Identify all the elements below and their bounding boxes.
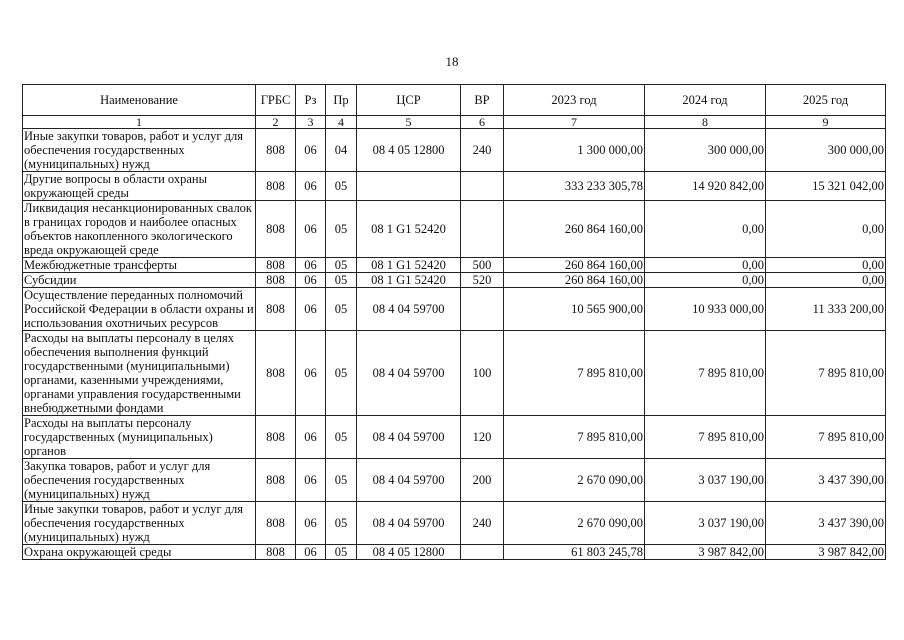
row-pr: 05 bbox=[326, 288, 357, 331]
row-name: Иные закупки товаров, работ и услуг для обеспечения государственных (муниципальных) нужд bbox=[23, 129, 256, 172]
row-csr: 08 4 05 12800 bbox=[357, 545, 461, 560]
row-name: Охрана окружающей среды bbox=[23, 545, 256, 560]
row-vr: 200 bbox=[461, 459, 504, 502]
row-pr: 05 bbox=[326, 258, 357, 273]
row-amount-2023: 7 895 810,00 bbox=[504, 331, 645, 416]
row-csr: 08 4 05 12800 bbox=[357, 129, 461, 172]
row-rz: 06 bbox=[296, 172, 326, 201]
row-amount-2023: 1 300 000,00 bbox=[504, 129, 645, 172]
row-amount-2024: 10 933 000,00 bbox=[645, 288, 766, 331]
row-rz: 06 bbox=[296, 288, 326, 331]
table-row bbox=[23, 129, 886, 172]
row-amount-2023: 7 895 810,00 bbox=[504, 416, 645, 459]
column-number: 5 bbox=[357, 116, 461, 129]
row-csr: 08 4 04 59700 bbox=[357, 416, 461, 459]
row-csr: 08 4 04 59700 bbox=[357, 459, 461, 502]
row-grbs: 808 bbox=[256, 459, 296, 502]
row-csr: 08 4 04 59700 bbox=[357, 331, 461, 416]
row-vr: 100 bbox=[461, 331, 504, 416]
row-amount-2025: 3 437 390,00 bbox=[766, 502, 886, 545]
row-rz: 06 bbox=[296, 273, 326, 288]
row-csr: 08 1 G1 52420 bbox=[357, 258, 461, 273]
table-body bbox=[23, 129, 886, 560]
row-amount-2025: 7 895 810,00 bbox=[766, 416, 886, 459]
table-row bbox=[23, 258, 886, 273]
row-vr bbox=[461, 545, 504, 560]
row-amount-2023: 260 864 160,00 bbox=[504, 273, 645, 288]
row-amount-2023: 10 565 900,00 bbox=[504, 288, 645, 331]
budget-table bbox=[22, 84, 886, 560]
row-pr: 05 bbox=[326, 331, 357, 416]
row-rz: 06 bbox=[296, 502, 326, 545]
row-rz: 06 bbox=[296, 416, 326, 459]
header-2024: 2024 год bbox=[645, 85, 766, 116]
row-grbs: 808 bbox=[256, 129, 296, 172]
column-number: 2 bbox=[256, 116, 296, 129]
table-row bbox=[23, 201, 886, 258]
row-grbs: 808 bbox=[256, 258, 296, 273]
column-number: 9 bbox=[766, 116, 886, 129]
row-amount-2025: 0,00 bbox=[766, 273, 886, 288]
column-number: 4 bbox=[326, 116, 357, 129]
row-grbs: 808 bbox=[256, 172, 296, 201]
header-2023: 2023 год bbox=[504, 85, 645, 116]
row-pr: 05 bbox=[326, 416, 357, 459]
row-name: Закупка товаров, работ и услуг для обеспечения государственных (муниципальных) нужд bbox=[23, 459, 256, 502]
row-rz: 06 bbox=[296, 331, 326, 416]
row-name: Другие вопросы в области охраны окружающей среды bbox=[23, 172, 256, 201]
header-grbs: ГРБС bbox=[256, 85, 296, 116]
row-rz: 06 bbox=[296, 129, 326, 172]
row-grbs: 808 bbox=[256, 545, 296, 560]
row-amount-2025: 300 000,00 bbox=[766, 129, 886, 172]
row-name: Расходы на выплаты персоналу государственных (муниципальных) органов bbox=[23, 416, 256, 459]
table-row bbox=[23, 416, 886, 459]
row-name: Межбюджетные трансферты bbox=[23, 258, 256, 273]
row-grbs: 808 bbox=[256, 416, 296, 459]
table-row bbox=[23, 172, 886, 201]
row-amount-2023: 260 864 160,00 bbox=[504, 201, 645, 258]
row-amount-2024: 300 000,00 bbox=[645, 129, 766, 172]
row-name: Субсидии bbox=[23, 273, 256, 288]
row-amount-2024: 3 037 190,00 bbox=[645, 502, 766, 545]
row-pr: 05 bbox=[326, 273, 357, 288]
row-name: Ликвидация несанкционированных свалок в границах городов и наиболее опасных объектов накопленного экологического вреда окружающей среде bbox=[23, 201, 256, 258]
row-amount-2023: 2 670 090,00 bbox=[504, 502, 645, 545]
column-number: 7 bbox=[504, 116, 645, 129]
column-number: 6 bbox=[461, 116, 504, 129]
row-grbs: 808 bbox=[256, 201, 296, 258]
row-rz: 06 bbox=[296, 201, 326, 258]
row-vr: 240 bbox=[461, 129, 504, 172]
header-pr: Пр bbox=[326, 85, 357, 116]
row-pr: 05 bbox=[326, 172, 357, 201]
row-name: Иные закупки товаров, работ и услуг для обеспечения государственных (муниципальных) нужд bbox=[23, 502, 256, 545]
row-grbs: 808 bbox=[256, 502, 296, 545]
row-vr bbox=[461, 201, 504, 258]
row-amount-2024: 3 987 842,00 bbox=[645, 545, 766, 560]
row-pr: 05 bbox=[326, 502, 357, 545]
row-pr: 05 bbox=[326, 545, 357, 560]
row-csr: 08 1 G1 52420 bbox=[357, 273, 461, 288]
row-vr bbox=[461, 288, 504, 331]
row-amount-2023: 260 864 160,00 bbox=[504, 258, 645, 273]
row-amount-2024: 0,00 bbox=[645, 201, 766, 258]
row-amount-2023: 2 670 090,00 bbox=[504, 459, 645, 502]
row-amount-2025: 15 321 042,00 bbox=[766, 172, 886, 201]
table-row bbox=[23, 545, 886, 560]
row-amount-2024: 0,00 bbox=[645, 273, 766, 288]
row-vr: 520 bbox=[461, 273, 504, 288]
row-pr: 05 bbox=[326, 201, 357, 258]
row-name: Расходы на выплаты персоналу в целях обеспечения выполнения функций государственными (муниципальными) органами, казенными учреждениями, органами управления государственными внебюджетными фондами bbox=[23, 331, 256, 416]
row-amount-2025: 3 987 842,00 bbox=[766, 545, 886, 560]
table-row bbox=[23, 459, 886, 502]
row-vr: 500 bbox=[461, 258, 504, 273]
page-number: 18 bbox=[445, 54, 459, 69]
row-csr: 08 1 G1 52420 bbox=[357, 201, 461, 258]
row-csr: 08 4 04 59700 bbox=[357, 502, 461, 545]
row-amount-2024: 7 895 810,00 bbox=[645, 331, 766, 416]
column-number: 8 bbox=[645, 116, 766, 129]
row-grbs: 808 bbox=[256, 288, 296, 331]
row-pr: 05 bbox=[326, 459, 357, 502]
row-vr bbox=[461, 172, 504, 201]
row-amount-2025: 3 437 390,00 bbox=[766, 459, 886, 502]
table-row bbox=[23, 331, 886, 416]
row-rz: 06 bbox=[296, 545, 326, 560]
header-2025: 2025 год bbox=[766, 85, 886, 116]
row-vr: 120 bbox=[461, 416, 504, 459]
header-vr: ВР bbox=[461, 85, 504, 116]
row-name: Осуществление переданных полномочий Российской Федерации в области охраны и использования охотничьих ресурсов bbox=[24, 288, 254, 330]
row-csr: 08 4 04 59700 bbox=[357, 288, 461, 331]
row-amount-2025: 11 333 200,00 bbox=[766, 288, 886, 331]
header-name: Наименование bbox=[23, 85, 256, 116]
row-vr: 240 bbox=[461, 502, 504, 545]
row-csr bbox=[357, 172, 461, 201]
column-number-row bbox=[23, 116, 886, 129]
row-grbs: 808 bbox=[256, 273, 296, 288]
row-amount-2025: 0,00 bbox=[766, 201, 886, 258]
row-amount-2024: 14 920 842,00 bbox=[645, 172, 766, 201]
row-grbs: 808 bbox=[256, 331, 296, 416]
header-csr: ЦСР bbox=[357, 85, 461, 116]
row-amount-2025: 0,00 bbox=[766, 258, 886, 273]
row-amount-2024: 3 037 190,00 bbox=[645, 459, 766, 502]
row-rz: 06 bbox=[296, 459, 326, 502]
table-row bbox=[23, 502, 886, 545]
row-pr: 04 bbox=[326, 129, 357, 172]
header-rz: Рз bbox=[296, 85, 326, 116]
table-row bbox=[23, 288, 886, 331]
row-amount-2024: 7 895 810,00 bbox=[645, 416, 766, 459]
row-amount-2023: 61 803 245,78 bbox=[504, 545, 645, 560]
row-rz: 06 bbox=[296, 258, 326, 273]
table-row bbox=[23, 273, 886, 288]
column-number: 1 bbox=[23, 116, 256, 129]
row-amount-2024: 0,00 bbox=[645, 258, 766, 273]
row-amount-2023: 333 233 305,78 bbox=[504, 172, 645, 201]
column-number: 3 bbox=[296, 116, 326, 129]
header-row bbox=[23, 85, 886, 116]
row-amount-2025: 7 895 810,00 bbox=[766, 331, 886, 416]
